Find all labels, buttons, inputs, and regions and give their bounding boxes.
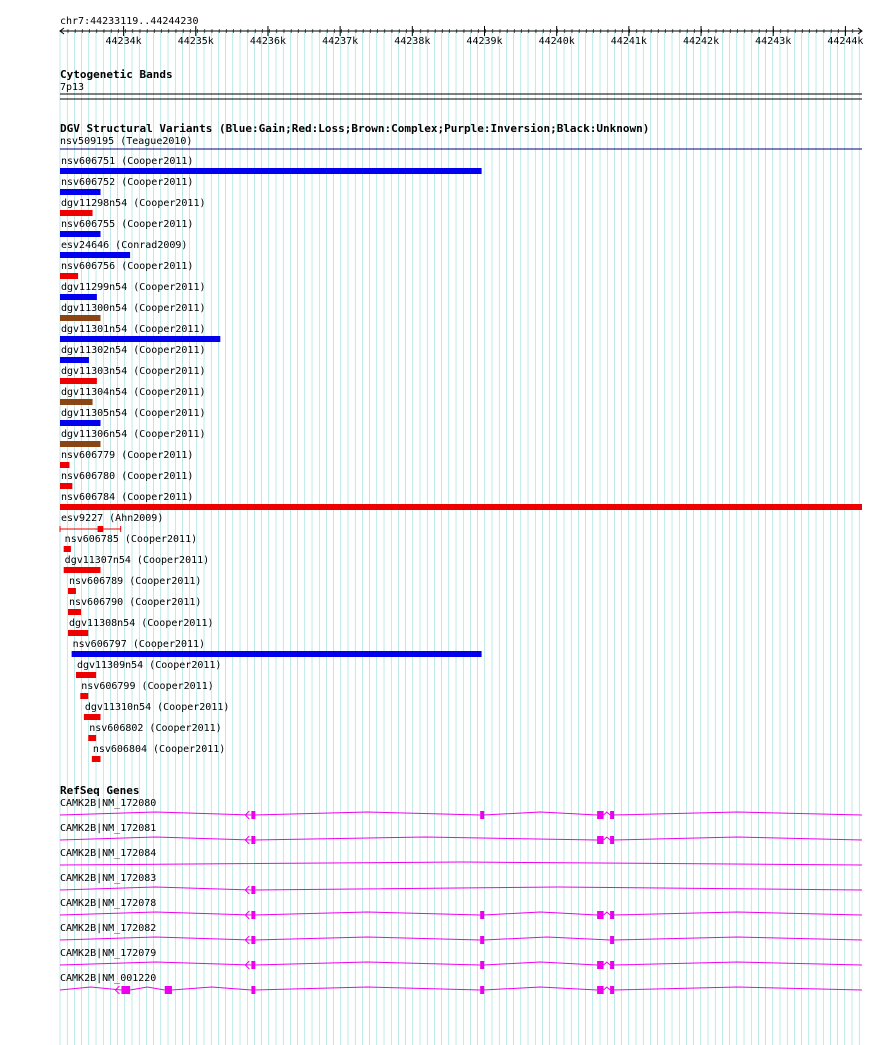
dgv-variant-bar[interactable]: [60, 462, 69, 468]
refseq-exon[interactable]: [610, 836, 614, 844]
dgv-variant-bar[interactable]: [64, 546, 71, 552]
dgv-variant-bar[interactable]: [60, 273, 78, 279]
refseq-transcript-label[interactable]: CAMK2B|NM_172084: [60, 848, 157, 859]
ruler-tick-label: 44243k: [755, 36, 792, 47]
dgv-variant-label[interactable]: nsv606780 (Cooper2011): [61, 471, 194, 482]
dgv-variant-bar[interactable]: [68, 630, 88, 636]
refseq-track: [60, 798, 862, 994]
dgv-variant-bar[interactable]: [60, 252, 130, 258]
dgv-variant-label[interactable]: esv24646 (Conrad2009): [61, 240, 188, 251]
dgv-variant-bar[interactable]: [60, 189, 100, 195]
dgv-variant-label[interactable]: nsv606784 (Cooper2011): [61, 492, 194, 503]
ruler-tick-label: 44242k: [682, 36, 720, 47]
dgv-variant-bar[interactable]: [84, 714, 101, 720]
refseq-transcript-label[interactable]: CAMK2B|NM_172078: [60, 898, 157, 909]
coordinate-ruler[interactable]: [60, 26, 863, 47]
refseq-exon[interactable]: [597, 911, 603, 919]
dgv-variant-label[interactable]: nsv606804 (Cooper2011): [92, 744, 226, 755]
dgv-variant-bar[interactable]: [60, 315, 100, 321]
dgv-variant-bar[interactable]: [60, 399, 93, 405]
dgv-variant-bar[interactable]: [60, 168, 482, 174]
dgv-header-item[interactable]: nsv509195 (Teague2010): [60, 136, 193, 147]
refseq-exon[interactable]: [251, 911, 255, 919]
dgv-variant-label[interactable]: dgv11310n54 (Cooper2011): [84, 702, 230, 713]
refseq-exon[interactable]: [610, 936, 614, 944]
region-label: chr7:44233119..44244230: [60, 16, 199, 27]
dgv-variant-label[interactable]: dgv11309n54 (Cooper2011): [76, 660, 222, 671]
refseq-exon[interactable]: [165, 986, 172, 994]
dgv-variant-label[interactable]: nsv606785 (Cooper2011): [64, 534, 198, 545]
dgv-variant-label[interactable]: nsv606756 (Cooper2011): [61, 261, 194, 272]
dgv-variant-label[interactable]: dgv11308n54 (Cooper2011): [69, 618, 214, 629]
refseq-exon[interactable]: [251, 986, 255, 994]
refseq-intron-line[interactable]: [60, 987, 862, 990]
dgv-variant-bar[interactable]: [68, 609, 81, 615]
dgv-variant-label[interactable]: dgv11305n54 (Cooper2011): [61, 408, 206, 419]
refseq-exon[interactable]: [597, 836, 603, 844]
dgv-variant-bar[interactable]: [60, 231, 100, 237]
cytoband-label[interactable]: 7p13: [60, 82, 85, 93]
dgv-variant-bar[interactable]: [60, 504, 862, 510]
dgv-variant-label[interactable]: dgv11307n54 (Cooper2011): [64, 555, 210, 566]
refseq-exon[interactable]: [480, 936, 484, 944]
ruler-tick-label: 44240k: [538, 36, 575, 47]
dgv-variant-bar[interactable]: [60, 441, 100, 447]
dgv-variant-bar[interactable]: [68, 588, 76, 594]
ruler-tick-label: 44234k: [105, 36, 142, 47]
dgv-variant-label[interactable]: dgv11300n54 (Cooper2011): [61, 303, 206, 314]
dgv-variant-label[interactable]: nsv606799 (Cooper2011): [81, 681, 214, 692]
ruler-tick-label: 44237k: [322, 36, 359, 47]
refseq-transcript-label[interactable]: CAMK2B|NM_172081: [60, 823, 157, 834]
refseq-exon[interactable]: [480, 911, 484, 919]
dgv-variant-bar[interactable]: [60, 420, 100, 426]
dgv-variant-label[interactable]: dgv11299n54 (Cooper2011): [61, 282, 206, 293]
dgv-variant-bar[interactable]: [76, 672, 96, 678]
refseq-exon[interactable]: [610, 961, 614, 969]
ruler-tick-label: 44244k: [827, 36, 864, 47]
dgv-variant-bar[interactable]: [92, 756, 101, 762]
dgv-variant-bar[interactable]: [60, 294, 97, 300]
refseq-transcript-label[interactable]: CAMK2B|NM_001220: [60, 973, 157, 984]
dgv-variant-label[interactable]: nsv606790 (Cooper2011): [69, 597, 202, 608]
refseq-transcript-label[interactable]: CAMK2B|NM_172082: [60, 923, 157, 934]
refseq-intron-line[interactable]: [60, 862, 862, 865]
refseq-exon[interactable]: [610, 986, 614, 994]
refseq-exon[interactable]: [251, 811, 255, 819]
refseq-exon[interactable]: [480, 986, 484, 994]
dgv-variant-bar[interactable]: [60, 378, 97, 384]
refseq-exon[interactable]: [597, 961, 603, 969]
refseq-intron-line[interactable]: [60, 887, 862, 890]
ruler-tick-label: 44235k: [177, 36, 214, 47]
dgv-variant-label[interactable]: nsv606755 (Cooper2011): [61, 219, 194, 230]
refseq-intron-line[interactable]: [60, 962, 862, 965]
dgv-variant-bar[interactable]: [72, 651, 482, 657]
dgv-track-title: DGV Structural Variants (Blue:Gain;Red:Loss;Brown:Complex;Purple:Inversion;Black:Unknown): [60, 122, 650, 135]
dgv-variant-label[interactable]: dgv11302n54 (Cooper2011): [61, 345, 206, 356]
refseq-exon[interactable]: [480, 811, 484, 819]
refseq-track-title: RefSeq Genes: [60, 784, 140, 797]
refseq-exon[interactable]: [610, 811, 614, 819]
dgv-variant-label[interactable]: nsv606802 (Cooper2011): [89, 723, 222, 734]
dgv-variant-label[interactable]: dgv11298n54 (Cooper2011): [61, 198, 206, 209]
refseq-transcript-label[interactable]: CAMK2B|NM_172080: [60, 798, 157, 809]
dgv-variant-label[interactable]: dgv11303n54 (Cooper2011): [61, 366, 206, 377]
dgv-variant-label[interactable]: dgv11301n54 (Cooper2011): [61, 324, 206, 335]
refseq-transcript-label[interactable]: CAMK2B|NM_172083: [60, 873, 157, 884]
dgv-variant-label[interactable]: dgv11304n54 (Cooper2011): [61, 387, 206, 398]
ruler-tick-label: 44239k: [466, 36, 503, 47]
cytoband-track-title: Cytogenetic Bands: [60, 68, 173, 81]
dgv-variant-bar[interactable]: [80, 693, 88, 699]
ruler-tick-label: 44236k: [249, 36, 287, 47]
refseq-exon[interactable]: [251, 936, 255, 944]
dgv-variant-block[interactable]: [98, 526, 104, 532]
dgv-variant-label[interactable]: nsv606789 (Cooper2011): [69, 576, 202, 587]
refseq-exon[interactable]: [251, 961, 255, 969]
refseq-intron-line[interactable]: [60, 812, 862, 815]
dgv-variant-label[interactable]: esv9227 (Ahn2009): [61, 513, 164, 524]
dgv-variant-bar[interactable]: [60, 483, 72, 489]
refseq-exon[interactable]: [610, 911, 614, 919]
dgv-variant-bar[interactable]: [60, 357, 89, 363]
dgv-variant-bar[interactable]: [88, 735, 96, 741]
dgv-variant-label[interactable]: nsv606752 (Cooper2011): [61, 177, 194, 188]
refseq-exon[interactable]: [251, 836, 255, 844]
refseq-intron-line[interactable]: [60, 937, 862, 940]
ruler-tick-label: 44238k: [394, 36, 431, 47]
refseq-intron-line[interactable]: [60, 912, 862, 915]
dgv-variant-label[interactable]: dgv11306n54 (Cooper2011): [61, 429, 206, 440]
dgv-variant-label[interactable]: nsv606797 (Cooper2011): [72, 639, 206, 650]
dgv-variant-bar[interactable]: [64, 567, 101, 573]
dgv-variant-label[interactable]: nsv606779 (Cooper2011): [61, 450, 194, 461]
ruler-tick-label: 44241k: [610, 36, 647, 47]
dgv-variant-bar[interactable]: [60, 210, 93, 216]
refseq-exon[interactable]: [251, 886, 255, 894]
refseq-transcript-label[interactable]: CAMK2B|NM_172079: [60, 948, 157, 959]
refseq-exon[interactable]: [597, 811, 603, 819]
dgv-variant-label[interactable]: nsv606751 (Cooper2011): [61, 156, 194, 167]
refseq-exon[interactable]: [597, 986, 603, 994]
dgv-track: [60, 156, 862, 762]
refseq-intron-line[interactable]: [60, 837, 862, 840]
dgv-variant-bar[interactable]: [60, 336, 220, 342]
refseq-exon[interactable]: [121, 986, 130, 994]
refseq-exon[interactable]: [480, 961, 484, 969]
